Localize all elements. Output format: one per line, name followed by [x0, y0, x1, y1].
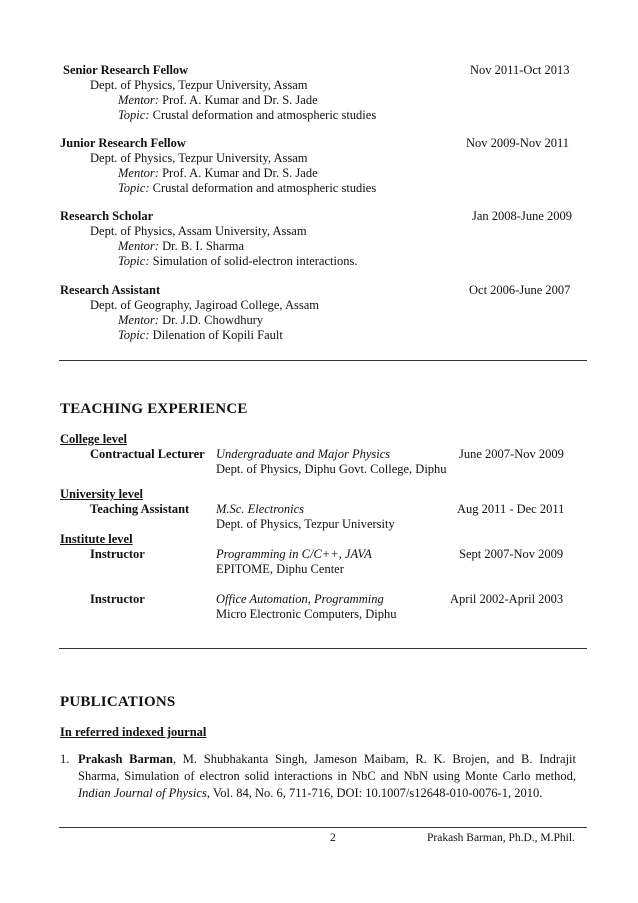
- position-dept: Dept. of Physics, Assam University, Assam: [90, 224, 307, 238]
- teaching-place: Micro Electronic Computers, Diphu: [216, 607, 397, 621]
- publication-entry: [78, 751, 576, 802]
- mentor-line: [118, 239, 244, 254]
- mentor-line: [118, 166, 318, 181]
- teaching-dates: Sept 2007-Nov 2009: [459, 547, 564, 561]
- mentor-label: Mentor:: [118, 313, 159, 327]
- teaching-course: M.Sc. Electronics: [216, 502, 305, 516]
- position-dates: Nov 2011-Oct 2013: [470, 63, 570, 77]
- topic-line: [118, 181, 376, 196]
- mentor-name: Dr. B. I. Sharma: [162, 239, 245, 253]
- footer-divider: [59, 827, 587, 828]
- publication-first-author: Prakash Barman: [78, 752, 173, 766]
- footer-author: Prakash Barman, Ph.D., M.Phil.: [427, 832, 575, 844]
- position-title: Research Scholar: [60, 209, 154, 223]
- section-divider: [59, 648, 587, 649]
- position-dates: Oct 2006-June 2007: [469, 283, 571, 297]
- teaching-dates: April 2002-April 2003: [450, 592, 564, 606]
- position-dates: Nov 2009-Nov 2011: [466, 136, 570, 150]
- topic-line: [118, 328, 283, 343]
- institute-level-label: Institute level: [60, 532, 133, 546]
- topic-label: Topic:: [118, 254, 150, 268]
- position-title: Senior Research Fellow: [63, 63, 189, 77]
- position-dept: Dept. of Physics, Tezpur University, Assam: [90, 78, 308, 92]
- publication-coauthors: , M. Shubhakanta Singh, Jameson Maibam, R. K. Brojen, and B. Indrajit Sharma, Simulation of electron solid interactions in NbC and NbN using Monte Carlo method,: [78, 752, 576, 783]
- university-level-label: University level: [60, 487, 143, 501]
- topic-label: Topic:: [118, 181, 150, 195]
- teaching-place: Dept. of Physics, Diphu Govt. College, Diphu: [216, 462, 447, 476]
- topic-text: Crustal deformation and atmospheric studies: [152, 108, 377, 122]
- teaching-course: Office Automation, Programming: [216, 592, 384, 606]
- mentor-label: Mentor:: [118, 93, 159, 107]
- publications-heading: PUBLICATIONS: [60, 694, 176, 710]
- topic-label: Topic:: [118, 328, 150, 342]
- topic-text: Dilenation of Kopili Fault: [152, 328, 283, 342]
- teaching-course: Undergraduate and Major Physics: [216, 447, 391, 461]
- teaching-role: Contractual Lecturer: [90, 447, 205, 461]
- position-title: Junior Research Fellow: [60, 136, 186, 150]
- teaching-role: Teaching Assistant: [90, 502, 190, 516]
- topic-line: [118, 108, 376, 123]
- teaching-place: EPITOME, Diphu Center: [216, 562, 344, 576]
- publications-subheading: In referred indexed journal: [60, 725, 207, 739]
- position-dept: Dept. of Geography, Jagiroad College, Assam: [90, 298, 319, 312]
- page-number: 2: [330, 832, 336, 844]
- section-divider: [59, 360, 587, 361]
- topic-line: [118, 254, 357, 269]
- mentor-name: Prof. A. Kumar and Dr. S. Jade: [162, 93, 318, 107]
- publication-details: , Vol. 84, No. 6, 711-716, DOI: 10.1007/s12648-010-0076-1, 2010.: [206, 786, 543, 800]
- teaching-course: Programming in C/C++, JAVA: [216, 547, 372, 561]
- teaching-role: Instructor: [90, 547, 145, 561]
- position-title: Research Assistant: [60, 283, 161, 297]
- position-dept: Dept. of Physics, Tezpur University, Assam: [90, 151, 308, 165]
- topic-text: Crustal deformation and atmospheric studies: [152, 181, 377, 195]
- college-level-label: College level: [60, 432, 127, 446]
- teaching-dates: Aug 2011 - Dec 2011: [457, 502, 565, 516]
- topic-text: Simulation of solid-electron interactions.: [152, 254, 358, 268]
- publication-journal: Indian Journal of Physics: [78, 786, 207, 800]
- mentor-label: Mentor:: [118, 239, 159, 253]
- mentor-line: [118, 313, 263, 328]
- teaching-heading: TEACHING EXPERIENCE: [60, 401, 248, 417]
- publication-number: 1.: [60, 752, 70, 766]
- mentor-name: Dr. J.D. Chowdhury: [162, 313, 264, 327]
- topic-label: Topic:: [118, 108, 150, 122]
- position-dates: Jan 2008-June 2009: [472, 209, 572, 223]
- teaching-dates: June 2007-Nov 2009: [459, 447, 564, 461]
- mentor-name: Prof. A. Kumar and Dr. S. Jade: [162, 166, 318, 180]
- teaching-place: Dept. of Physics, Tezpur University: [216, 517, 395, 531]
- teaching-role: Instructor: [90, 592, 145, 606]
- mentor-label: Mentor:: [118, 166, 159, 180]
- mentor-line: [118, 93, 318, 108]
